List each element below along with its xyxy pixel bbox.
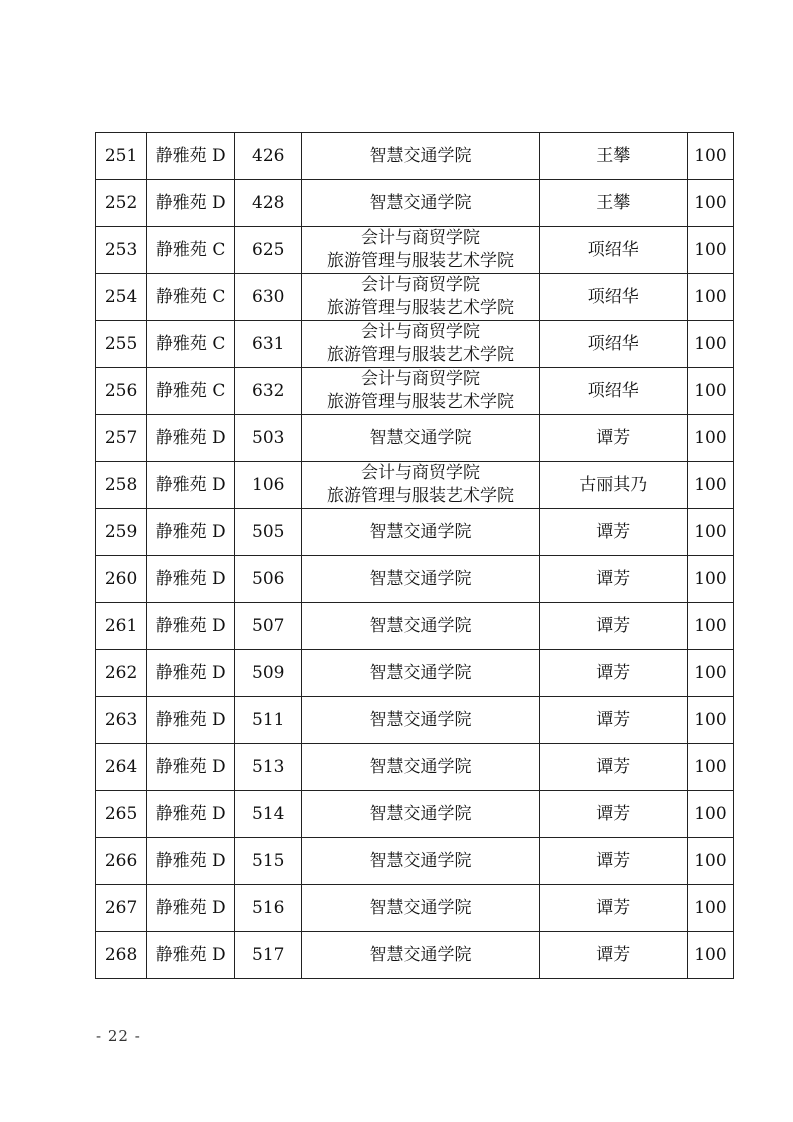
building-cell: 静雅苑 D (147, 838, 235, 885)
college-cell (302, 368, 539, 415)
building-cell: 静雅苑 D (147, 603, 235, 650)
score-cell: 100 (687, 932, 733, 979)
table-row (96, 885, 734, 932)
building-cell: 静雅苑 D (147, 650, 235, 697)
room-number-cell: 506 (235, 556, 302, 603)
room-number-cell: 630 (235, 274, 302, 321)
college-name: 智慧交通学院 (369, 944, 472, 965)
room-number-cell: 505 (235, 509, 302, 556)
building-cell: 静雅苑 C (147, 227, 235, 274)
score-cell: 100 (687, 744, 733, 791)
college-cell (302, 838, 539, 885)
college-name: 会计与商贸学院 (360, 369, 480, 389)
responsible-person-cell: 谭芳 (539, 556, 687, 603)
college-cell (302, 509, 539, 556)
responsible-person-cell: 谭芳 (539, 603, 687, 650)
table-row (96, 603, 734, 650)
building-cell: 静雅苑 D (147, 791, 235, 838)
building-cell: 静雅苑 D (147, 932, 235, 979)
serial-number-cell: 255 (96, 321, 147, 368)
serial-number-cell: 265 (96, 791, 147, 838)
building-cell: 静雅苑 D (147, 415, 235, 462)
table-row (96, 415, 734, 462)
score-cell: 100 (687, 415, 733, 462)
responsible-person-cell: 谭芳 (539, 697, 687, 744)
room-number-cell: 514 (235, 791, 302, 838)
college-name: 智慧交通学院 (369, 662, 472, 683)
table-row (96, 838, 734, 885)
room-number-cell: 511 (235, 697, 302, 744)
table-row (96, 462, 734, 509)
college-cell (302, 932, 539, 979)
building-cell: 静雅苑 D (147, 133, 235, 180)
serial-number-cell: 262 (96, 650, 147, 697)
score-cell: 100 (687, 791, 733, 838)
responsible-person-cell: 王攀 (539, 180, 687, 227)
building-cell: 静雅苑 C (147, 368, 235, 415)
college-cell (302, 415, 539, 462)
responsible-person-cell: 项绍华 (539, 227, 687, 274)
score-cell: 100 (687, 838, 733, 885)
room-number-cell: 625 (235, 227, 302, 274)
serial-number-cell: 256 (96, 368, 147, 415)
score-cell: 100 (687, 274, 733, 321)
serial-number-cell: 267 (96, 885, 147, 932)
table-row (96, 227, 734, 274)
score-cell: 100 (687, 368, 733, 415)
college-name: 会计与商贸学院 (360, 228, 480, 248)
responsible-person-cell: 谭芳 (539, 415, 687, 462)
college-name: 智慧交通学院 (369, 850, 472, 871)
serial-number-cell: 263 (96, 697, 147, 744)
page-number: - 22 - (96, 1027, 141, 1045)
college-name: 会计与商贸学院 (360, 275, 480, 295)
room-number-cell: 516 (235, 885, 302, 932)
building-cell: 静雅苑 D (147, 744, 235, 791)
college-name: 旅游管理与服装艺术学院 (326, 251, 514, 271)
table-row (96, 180, 734, 227)
serial-number-cell: 264 (96, 744, 147, 791)
room-number-cell: 632 (235, 368, 302, 415)
college-cell (302, 180, 539, 227)
college-name: 智慧交通学院 (369, 192, 472, 213)
college-name: 会计与商贸学院 (360, 463, 480, 483)
score-cell: 100 (687, 885, 733, 932)
score-cell: 100 (687, 697, 733, 744)
college-cell (302, 791, 539, 838)
college-cell (302, 697, 539, 744)
responsible-person-cell: 谭芳 (539, 791, 687, 838)
building-cell: 静雅苑 C (147, 321, 235, 368)
score-cell: 100 (687, 227, 733, 274)
serial-number-cell: 261 (96, 603, 147, 650)
responsible-person-cell: 项绍华 (539, 321, 687, 368)
score-cell: 100 (687, 650, 733, 697)
room-number-cell: 513 (235, 744, 302, 791)
college-cell (302, 274, 539, 321)
table-row (96, 744, 734, 791)
college-name: 智慧交通学院 (369, 568, 472, 589)
college-cell (302, 321, 539, 368)
table-body (96, 133, 734, 979)
room-number-cell: 517 (235, 932, 302, 979)
responsible-person-cell: 谭芳 (539, 932, 687, 979)
building-cell: 静雅苑 C (147, 274, 235, 321)
building-cell: 静雅苑 D (147, 556, 235, 603)
score-cell: 100 (687, 556, 733, 603)
serial-number-cell: 251 (96, 133, 147, 180)
responsible-person-cell: 谭芳 (539, 650, 687, 697)
room-number-cell: 507 (235, 603, 302, 650)
room-number-cell: 509 (235, 650, 302, 697)
responsible-person-cell: 项绍华 (539, 274, 687, 321)
score-cell: 100 (687, 603, 733, 650)
college-name: 旅游管理与服装艺术学院 (326, 486, 514, 506)
room-number-cell: 515 (235, 838, 302, 885)
table-row (96, 791, 734, 838)
college-name: 旅游管理与服装艺术学院 (326, 392, 514, 412)
college-name: 智慧交通学院 (369, 897, 472, 918)
college-name: 旅游管理与服装艺术学院 (326, 345, 514, 365)
room-number-cell: 426 (235, 133, 302, 180)
college-cell (302, 227, 539, 274)
college-name: 旅游管理与服装艺术学院 (326, 298, 514, 318)
college-name: 会计与商贸学院 (360, 322, 480, 342)
college-name: 智慧交通学院 (369, 521, 472, 542)
table-row (96, 509, 734, 556)
responsible-person-cell: 谭芳 (539, 744, 687, 791)
room-number-cell: 503 (235, 415, 302, 462)
college-name: 智慧交通学院 (369, 145, 472, 166)
college-cell (302, 650, 539, 697)
responsible-person-cell: 谭芳 (539, 838, 687, 885)
college-name: 智慧交通学院 (369, 615, 472, 636)
serial-number-cell: 254 (96, 274, 147, 321)
college-cell (302, 603, 539, 650)
score-cell: 100 (687, 180, 733, 227)
college-cell (302, 133, 539, 180)
building-cell: 静雅苑 D (147, 180, 235, 227)
responsible-person-cell: 王攀 (539, 133, 687, 180)
table-row (96, 274, 734, 321)
room-number-cell: 428 (235, 180, 302, 227)
table-row (96, 932, 734, 979)
table-row (96, 556, 734, 603)
college-name: 智慧交通学院 (369, 756, 472, 777)
building-cell: 静雅苑 D (147, 462, 235, 509)
college-cell (302, 885, 539, 932)
serial-number-cell: 259 (96, 509, 147, 556)
dormitory-score-table (95, 132, 734, 979)
college-name: 智慧交通学院 (369, 427, 472, 448)
serial-number-cell: 258 (96, 462, 147, 509)
score-cell: 100 (687, 321, 733, 368)
room-number-cell: 631 (235, 321, 302, 368)
table-row (96, 650, 734, 697)
score-cell: 100 (687, 509, 733, 556)
table-row (96, 133, 734, 180)
responsible-person-cell: 项绍华 (539, 368, 687, 415)
building-cell: 静雅苑 D (147, 697, 235, 744)
college-name: 智慧交通学院 (369, 709, 472, 730)
college-cell (302, 462, 539, 509)
score-cell: 100 (687, 133, 733, 180)
table-row (96, 321, 734, 368)
serial-number-cell: 257 (96, 415, 147, 462)
serial-number-cell: 252 (96, 180, 147, 227)
college-cell (302, 744, 539, 791)
building-cell: 静雅苑 D (147, 509, 235, 556)
responsible-person-cell: 古丽其乃 (539, 462, 687, 509)
responsible-person-cell: 谭芳 (539, 509, 687, 556)
table-row (96, 697, 734, 744)
serial-number-cell: 260 (96, 556, 147, 603)
college-cell (302, 556, 539, 603)
room-number-cell: 106 (235, 462, 302, 509)
serial-number-cell: 253 (96, 227, 147, 274)
serial-number-cell: 268 (96, 932, 147, 979)
college-name: 智慧交通学院 (369, 803, 472, 824)
building-cell: 静雅苑 D (147, 885, 235, 932)
responsible-person-cell: 谭芳 (539, 885, 687, 932)
table-row (96, 368, 734, 415)
serial-number-cell: 266 (96, 838, 147, 885)
score-cell: 100 (687, 462, 733, 509)
